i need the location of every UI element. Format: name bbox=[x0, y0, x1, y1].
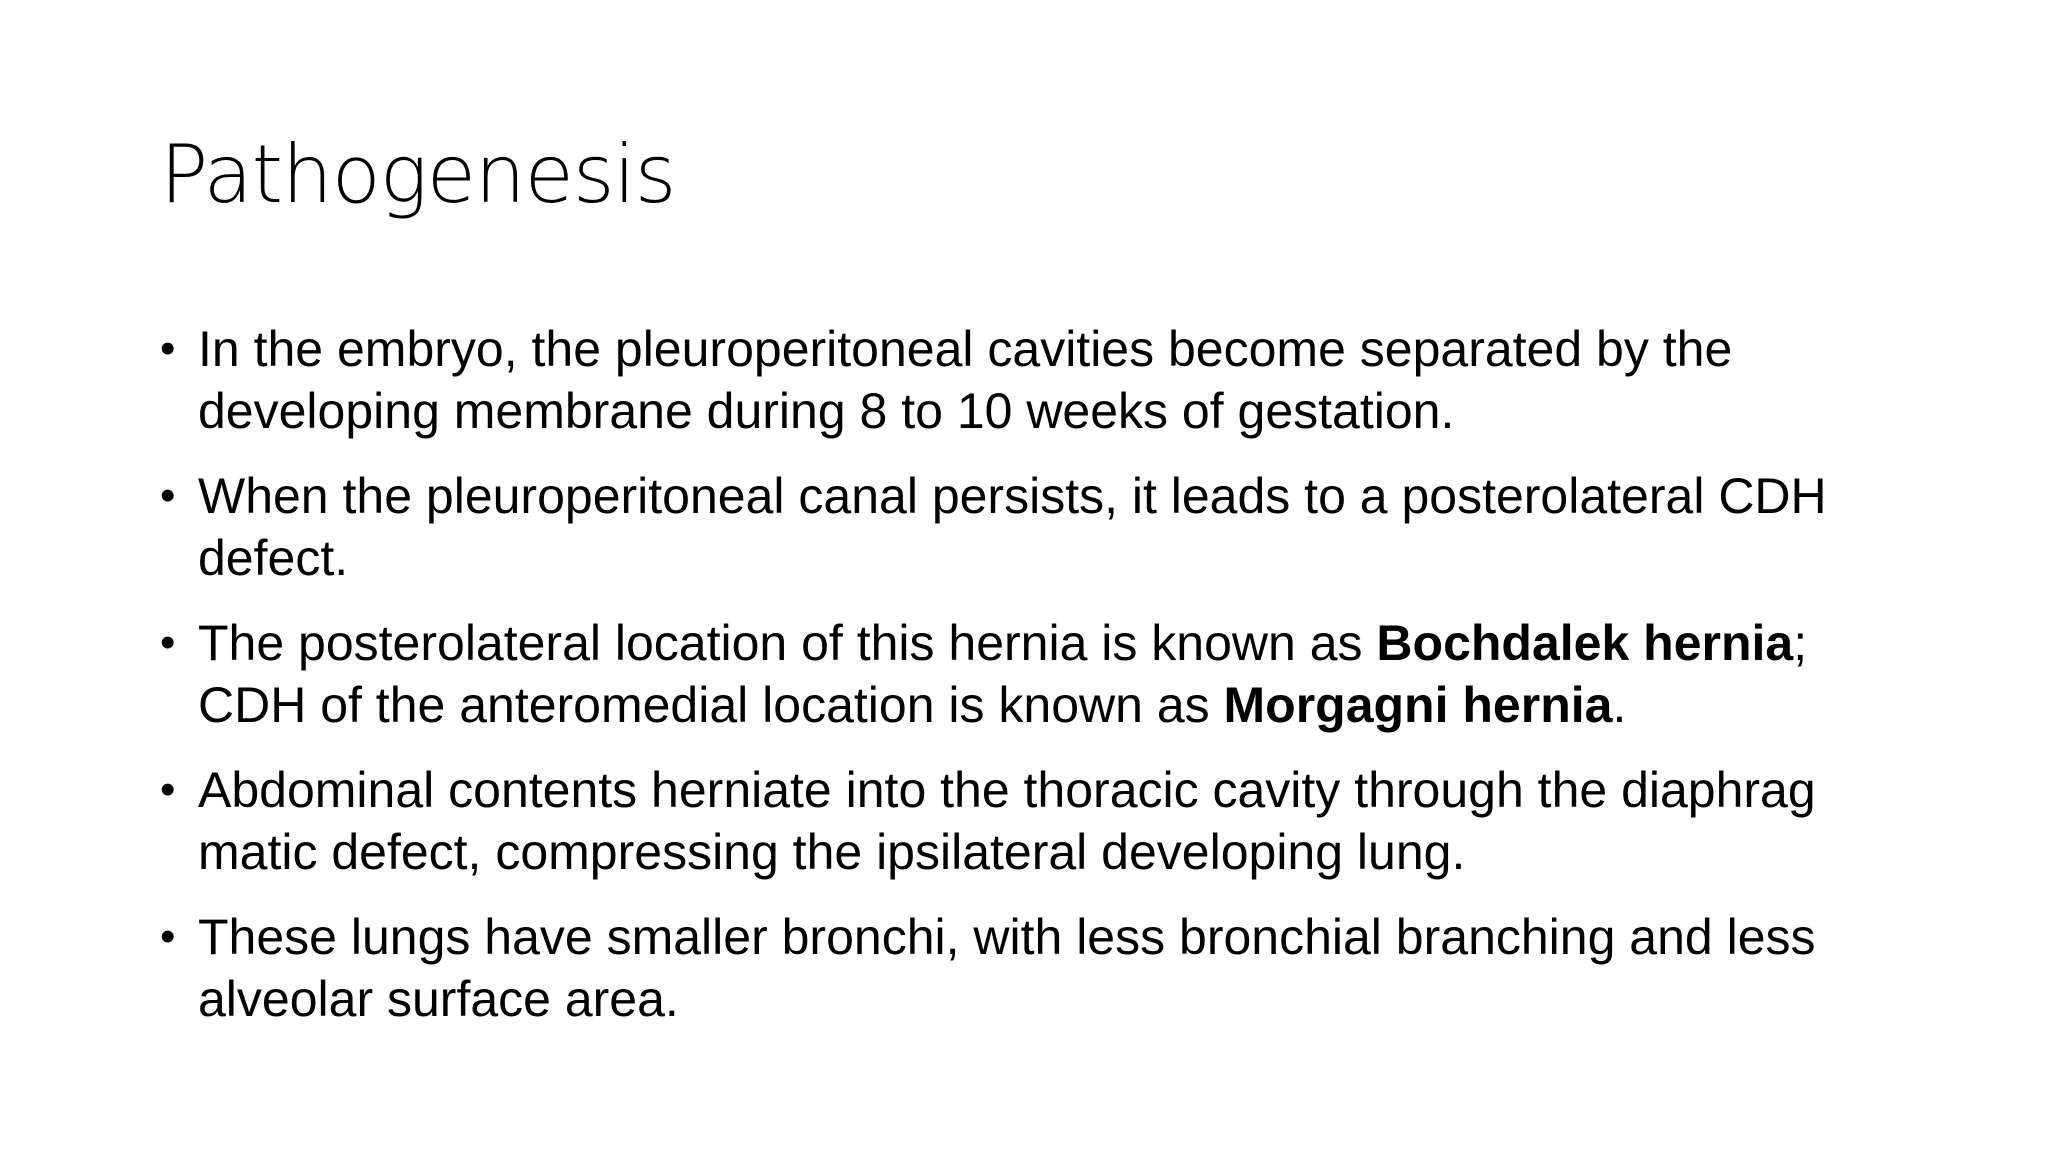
bullet-list bbox=[160, 318, 1920, 1053]
bullet-text: The posterolateral location of this hernia is known as bbox=[198, 615, 1377, 671]
bullet-dot-icon: • bbox=[160, 765, 176, 814]
bullet-item-abdominal-contents bbox=[160, 759, 1920, 883]
bullet-dot-icon: • bbox=[160, 912, 176, 961]
slide-title: Pathogenesis bbox=[160, 128, 676, 221]
bullet-dot-icon: • bbox=[160, 471, 176, 520]
bullet-text: In the embryo, the pleuroperitoneal cavities become separated by the developing membrane during 8 to 10 weeks of gestation. bbox=[198, 321, 1733, 439]
bullet-text: . bbox=[1612, 677, 1627, 733]
bullet-item-embryo bbox=[160, 318, 1920, 442]
bullet-text: ; CDH of the anteromedial location is known as bbox=[198, 615, 1808, 733]
morgagni-hernia-term: Morgagni hernia bbox=[1223, 677, 1613, 733]
bullet-dot-icon: • bbox=[160, 618, 176, 667]
bullet-item-canal-persists bbox=[160, 465, 1920, 589]
bochdalek-hernia-term: Bochdalek hernia bbox=[1376, 615, 1794, 671]
bullet-item-lungs bbox=[160, 906, 1920, 1030]
bullet-dot-icon: • bbox=[160, 324, 176, 373]
bullet-text: Abdominal contents herniate into the thoracic cavity through the diaphrag matic defect, compressing the ipsilateral developing lung. bbox=[198, 762, 1816, 880]
bullet-text: When the pleuroperitoneal canal persists, it leads to a posterolateral CDH defect. bbox=[198, 468, 1827, 586]
bullet-item-hernia-types bbox=[160, 612, 1920, 736]
bullet-text: These lungs have smaller bronchi, with less bronchial branching and less alveolar surface area. bbox=[198, 909, 1816, 1027]
